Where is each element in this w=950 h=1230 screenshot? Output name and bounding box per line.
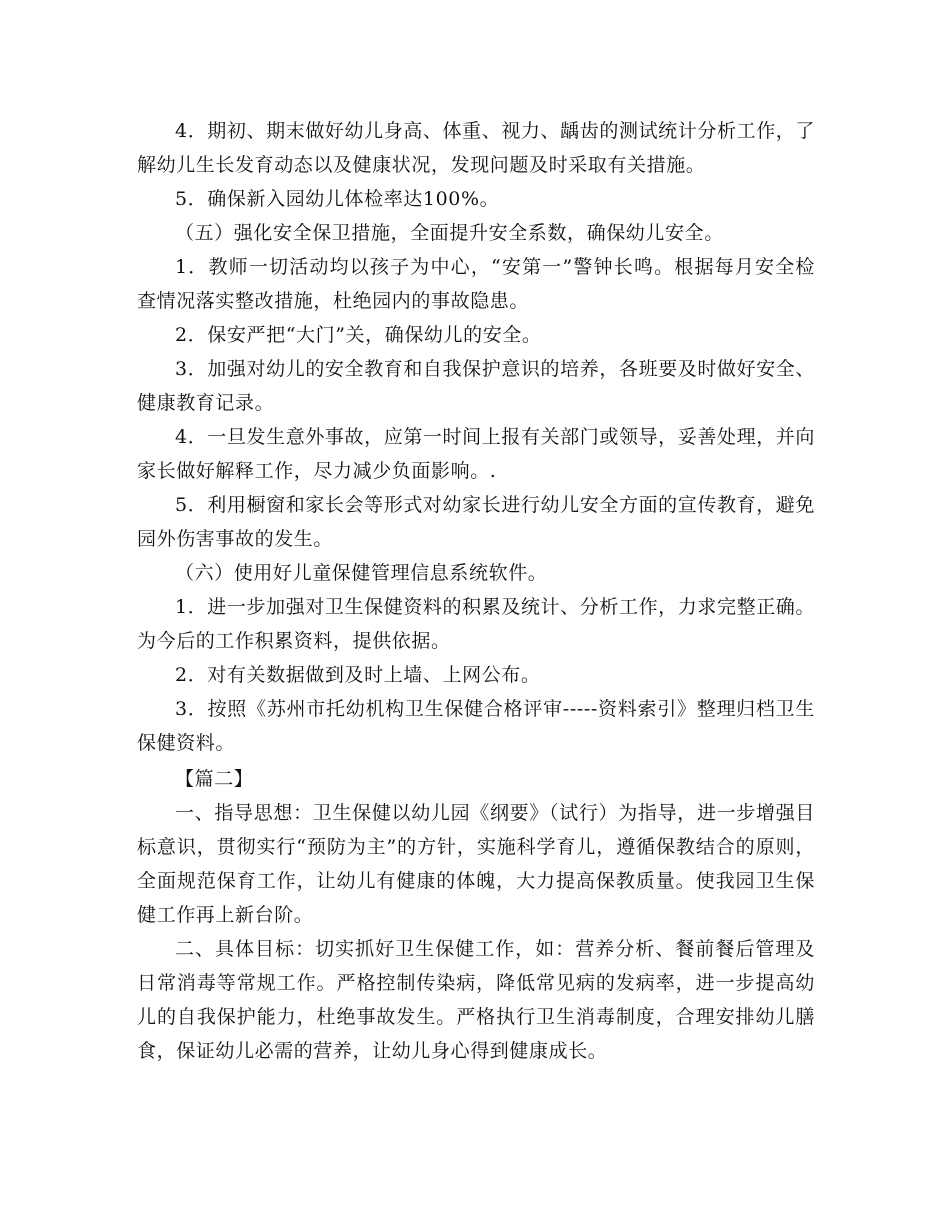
paragraph: 二、具体目标：切实抓好卫生保健工作，如：营养分析、餐前餐后管理及日常消毒等常规工作。严格控制传染病，降低常见病的发病率，进一步提高幼儿的自我保护能力，杜绝事故发生。严格执行卫生消毒制度，合理安排幼儿膳食，保证幼儿必需的营养，让幼儿身心得到健康成长。 xyxy=(137,938,815,1062)
paragraph: 3．加强对幼儿的安全教育和自我保护意识的培养，各班要及时做好安全、健康教育记录。 xyxy=(137,358,815,414)
paragraph: 4．期初、期末做好幼儿身高、体重、视力、龋齿的测试统计分析工作，了解幼儿生长发育动态以及健康状况，发现问题及时采取有关措施。 xyxy=(137,120,815,176)
section-heading: （五）强化安全保卫措施，全面提升安全系数，确保幼儿安全。 xyxy=(175,222,724,244)
part-heading: 【篇二】 xyxy=(175,768,254,790)
paragraph: 2．对有关数据做到及时上墙、上网公布。 xyxy=(175,664,541,686)
section-heading: （六）使用好儿童保健管理信息系统软件。 xyxy=(175,562,548,584)
paragraph: 一、指导思想：卫生保健以幼儿园《纲要》（试行）为指导，进一步增强目标意识，贯彻实行“预防为主”的方针，实施科学育儿，遵循保教结合的原则，全面规范保育工作，让幼儿有健康的体魄，大力提高保教质量。使我园卫生保健工作再上新台阶。 xyxy=(137,802,815,926)
paragraph: 5．确保新入园幼儿体检率达100%。 xyxy=(175,188,500,210)
paragraph: 2．保安严把“大门”关，确保幼儿的安全。 xyxy=(175,324,542,346)
paragraph: 3．按照《苏州市托幼机构卫生保健合格评审-----资料索引》整理归档卫生保健资料。 xyxy=(137,698,815,754)
document-body xyxy=(137,114,815,1068)
paragraph: 5．利用橱窗和家长会等形式对幼家长进行幼儿安全方面的宣传教育，避免园外伤害事故的发生。 xyxy=(137,494,815,550)
paragraph: 1．教师一切活动均以孩子为中心，“安第一”警钟长鸣。根据每月安全检查情况落实整改措施，杜绝园内的事故隐患。 xyxy=(137,256,815,312)
paragraph: 1．进一步加强对卫生保健资料的积累及统计、分析工作，力求完整正确。为今后的工作积累资料，提供依据。 xyxy=(137,596,815,652)
paragraph: 4．一旦发生意外事故，应第一时间上报有关部门或领导，妥善处理，并向家长做好解释工作，尽力减少负面影响。. xyxy=(137,426,815,482)
